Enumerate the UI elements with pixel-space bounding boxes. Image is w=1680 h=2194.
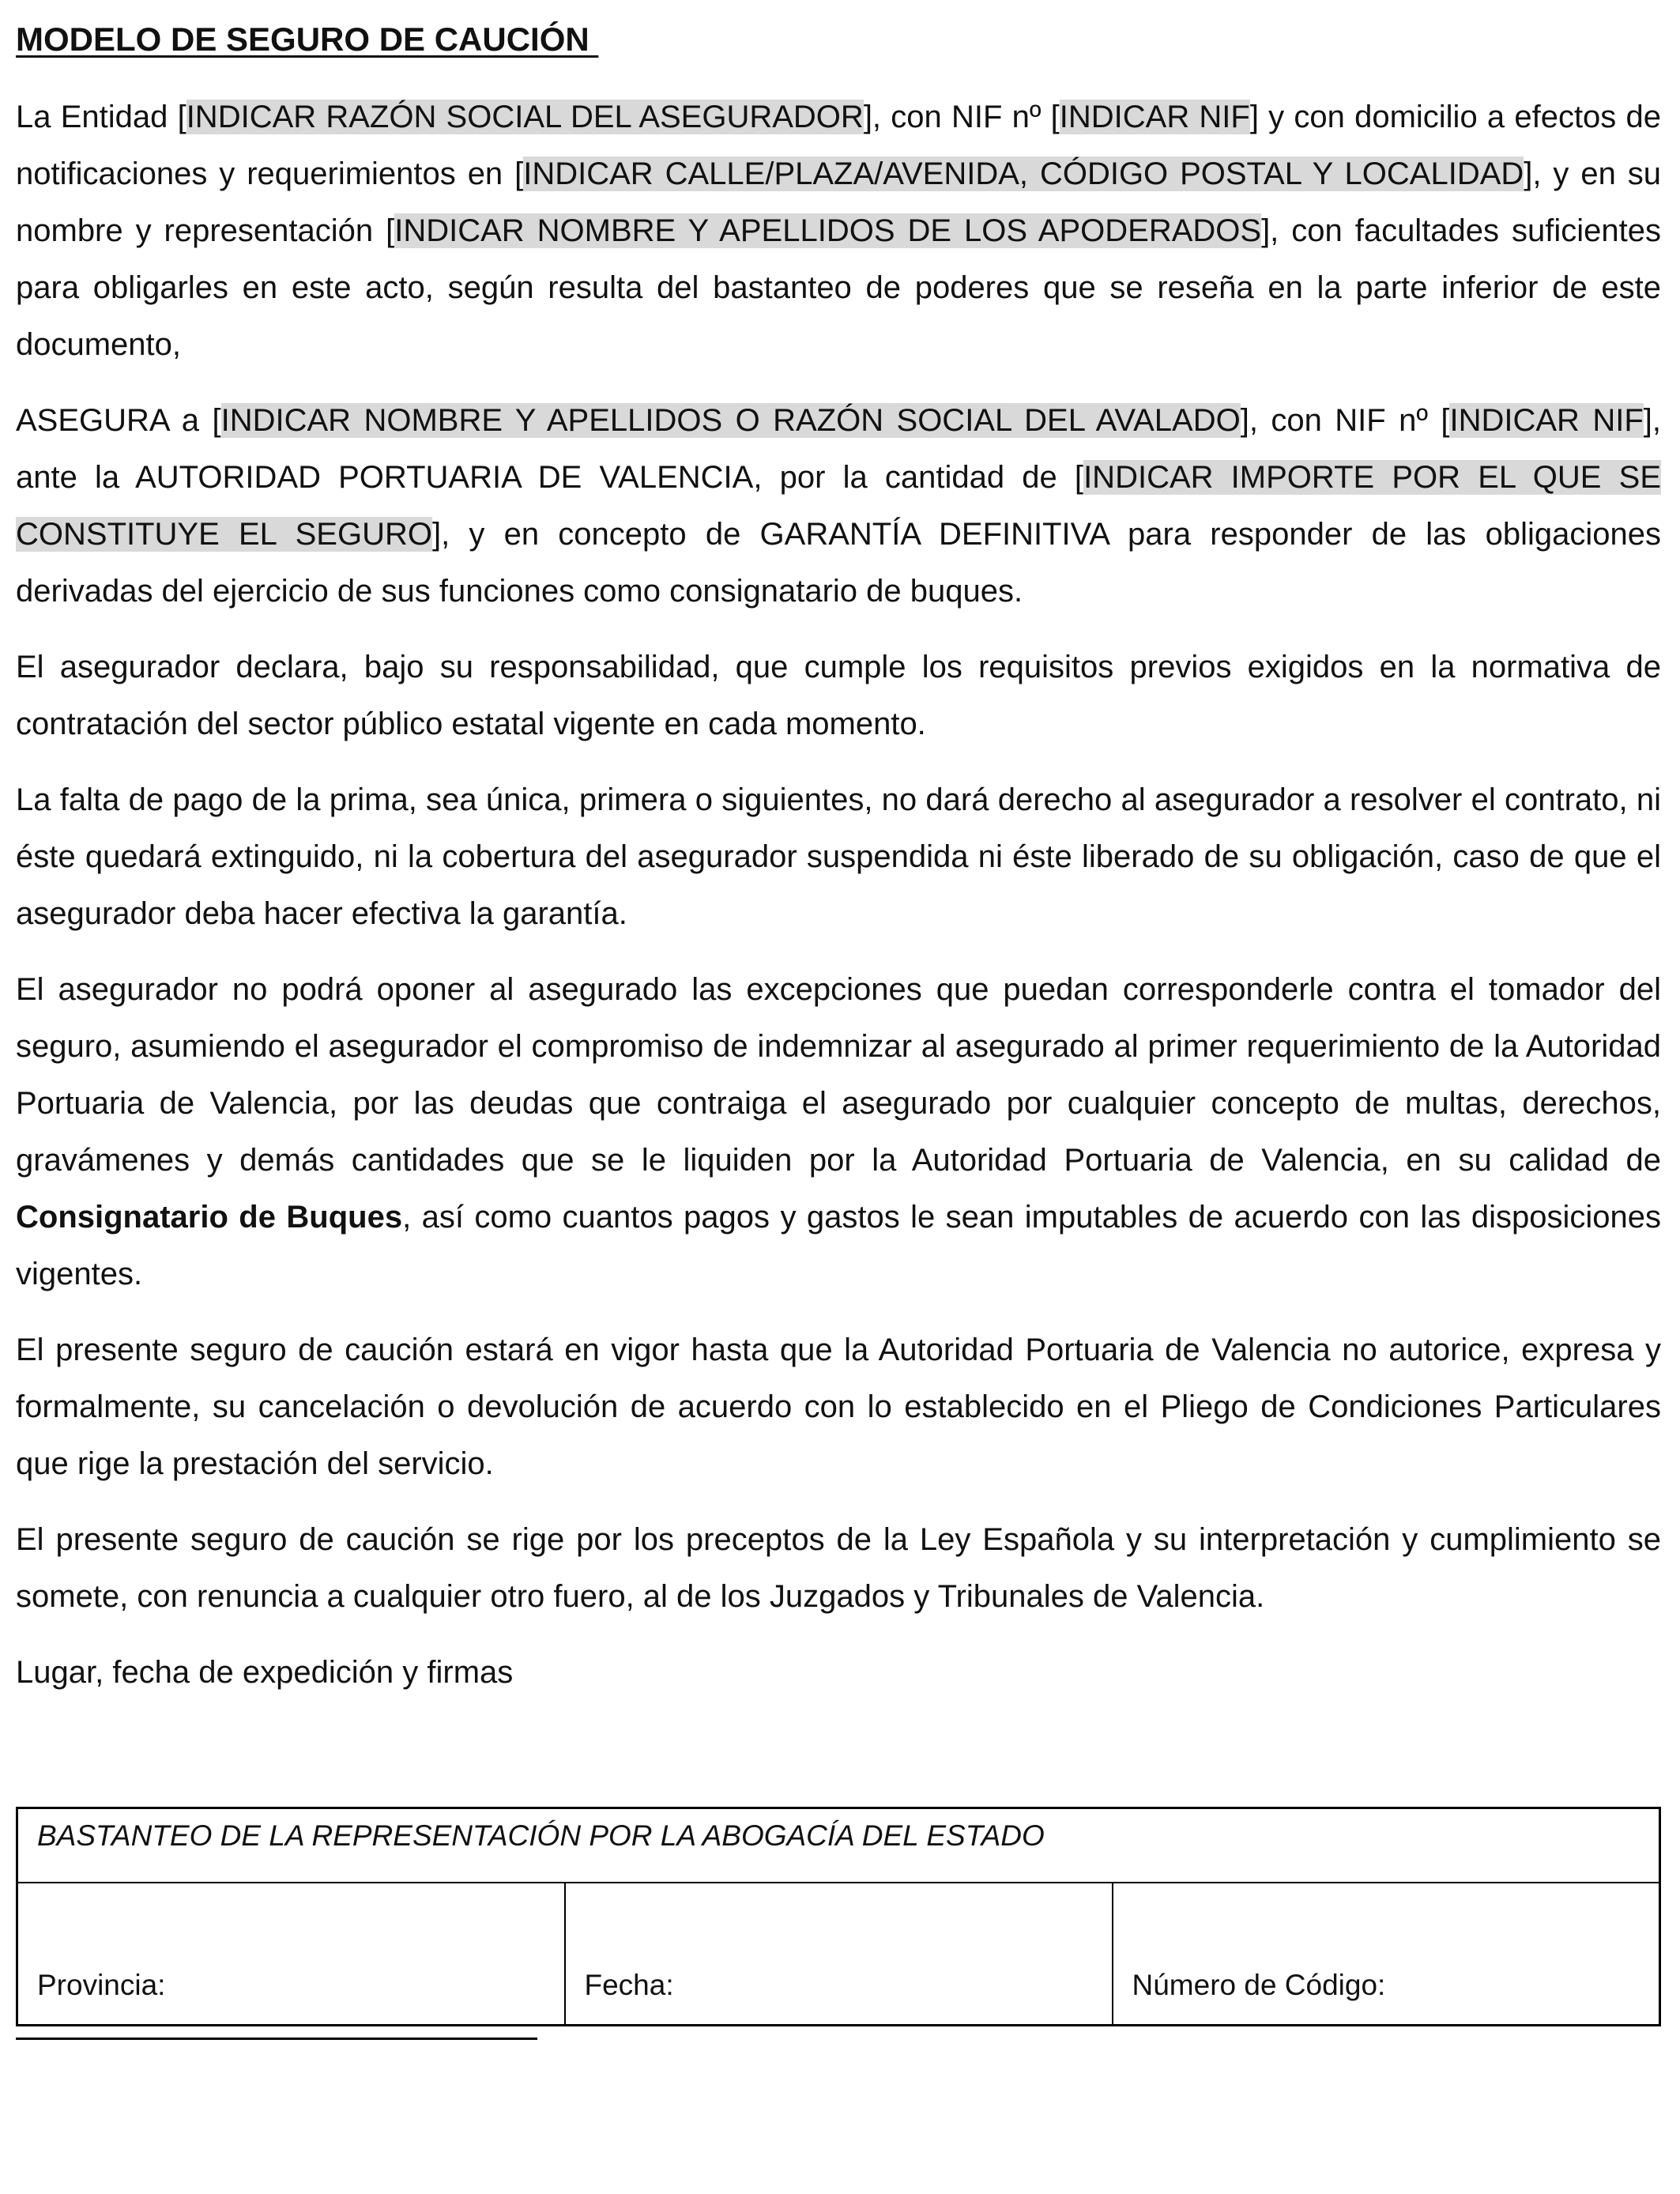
bastanteo-fields-row — [17, 1883, 1660, 2026]
text-run: ], ante la AUTORIDAD PORTUARIA DE VALENCIA, por la cantidad de [ — [16, 403, 1662, 495]
text-run: , así como cuantos pagos y gastos le sean imputables de acuerdo con las disposiciones vigentes. — [16, 1200, 1662, 1291]
text-run: ] y con domicilio a efectos de notificaciones y requerimientos en [ — [16, 100, 1662, 191]
text-run: ], con NIF nº [ — [1240, 403, 1450, 438]
placeholder-nif-asegurador: INDICAR NIF — [1059, 100, 1250, 134]
paragraph-ley: El presente seguro de caución se rige por los preceptos de la Ley Española y su interpretación y cumplimiento se somete, con renuncia a cualquier otro fuero, al de los Juzgados y Tribunales de Valencia. — [16, 1522, 1661, 1614]
text-run: ], y en concepto de GARANTÍA DEFINITIVA para responder de las obligaciones derivadas del ejercicio de sus funciones como consignatario de buques. — [16, 517, 1662, 609]
placeholder-domicilio: INDICAR CALLE/PLAZA/AVENIDA, CÓDIGO POSTAL Y LOCALIDAD — [523, 156, 1524, 191]
placeholder-importe: INDICAR IMPORTE POR EL QUE SE CONSTITUYE EL SEGURO — [16, 460, 1662, 552]
text-run: ], y en su nombre y representación [ — [16, 156, 1661, 248]
bastanteo-header-row — [17, 1808, 1660, 1883]
paragraph-entidad — [16, 89, 1661, 373]
text-run: La Entidad [ — [16, 100, 186, 134]
bastanteo-header: BASTANTEO DE LA REPRESENTACIÓN POR LA ABOGACÍA DEL ESTADO — [17, 1808, 1660, 1883]
text-run: ASEGURA a [ — [16, 403, 221, 438]
placeholder-apoderados: INDICAR NOMBRE Y APELLIDOS DE LOS APODERADOS — [394, 213, 1262, 248]
document-page — [16, 16, 1661, 1720]
paragraph-vigencia: El presente seguro de caución estará en vigor hasta que la Autoridad Portuaria de Valencia no autorice, expresa y formalmente, su cancelación o devolución de acuerdo con lo establecido en el Pliego de Condiciones Particulares que rige la prestación del servicio. — [16, 1333, 1661, 1481]
paragraph-lugar-fecha: Lugar, fecha de expedición y firmas — [16, 1655, 514, 1690]
paragraph-excepciones — [16, 961, 1661, 1302]
paragraph-declaracion: El asegurador declara, bajo su responsabilidad, que cumple los requisitos previos exigidos en la normativa de contratación del sector público estatal vigente en cada momento. — [16, 650, 1661, 741]
paragraph-asegura — [16, 392, 1661, 620]
placeholder-nif-avalado: INDICAR NIF — [1449, 403, 1644, 438]
text-run: ], con NIF nº [ — [863, 100, 1060, 134]
codigo-field: Número de Código: — [1113, 1883, 1660, 2026]
text-run: El asegurador no podrá oponer al asegurado las excepciones que puedan corresponderle contra el tomador del seguro, asumiendo el asegurador el compromiso de indemnizar al asegurado al primer requerimiento de la Autoridad Portuaria de Valencia, por las deudas que contraiga el asegurado por cualquier concepto de multas, derechos, gravámenes y demás cantidades que se le liquiden por la Autoridad Portuaria de Valencia, en su calidad de — [16, 972, 1661, 1178]
provincia-field: Provincia: — [17, 1883, 565, 2026]
document-title: MODELO DE SEGURO DE CAUCIÓN — [16, 21, 599, 58]
text-run: ], con facultades suficientes para obligarles en este acto, según resulta del bastanteo de poderes que se reseña en la parte inferior de este documento, — [16, 213, 1661, 362]
bold-consignatario: Consignatario de Buques — [16, 1200, 403, 1235]
footnote-separator — [16, 2038, 537, 2040]
placeholder-avalado: INDICAR NOMBRE Y APELLIDOS O RAZÓN SOCIAL DEL AVALADO — [220, 403, 1241, 438]
bastanteo-table — [16, 1807, 1661, 2026]
paragraph-falta-pago: La falta de pago de la prima, sea única, primera o siguientes, no dará derecho al asegurador a resolver el contrato, ni éste quedará extinguido, ni la cobertura del asegurador suspendida ni éste liberado de su obligación, caso de que el asegurador deba hacer efectiva la garantía. — [16, 782, 1661, 931]
placeholder-razon-social-asegurador: INDICAR RAZÓN SOCIAL DEL ASEGURADOR — [186, 100, 864, 134]
fecha-field: Fecha: — [565, 1883, 1113, 2026]
